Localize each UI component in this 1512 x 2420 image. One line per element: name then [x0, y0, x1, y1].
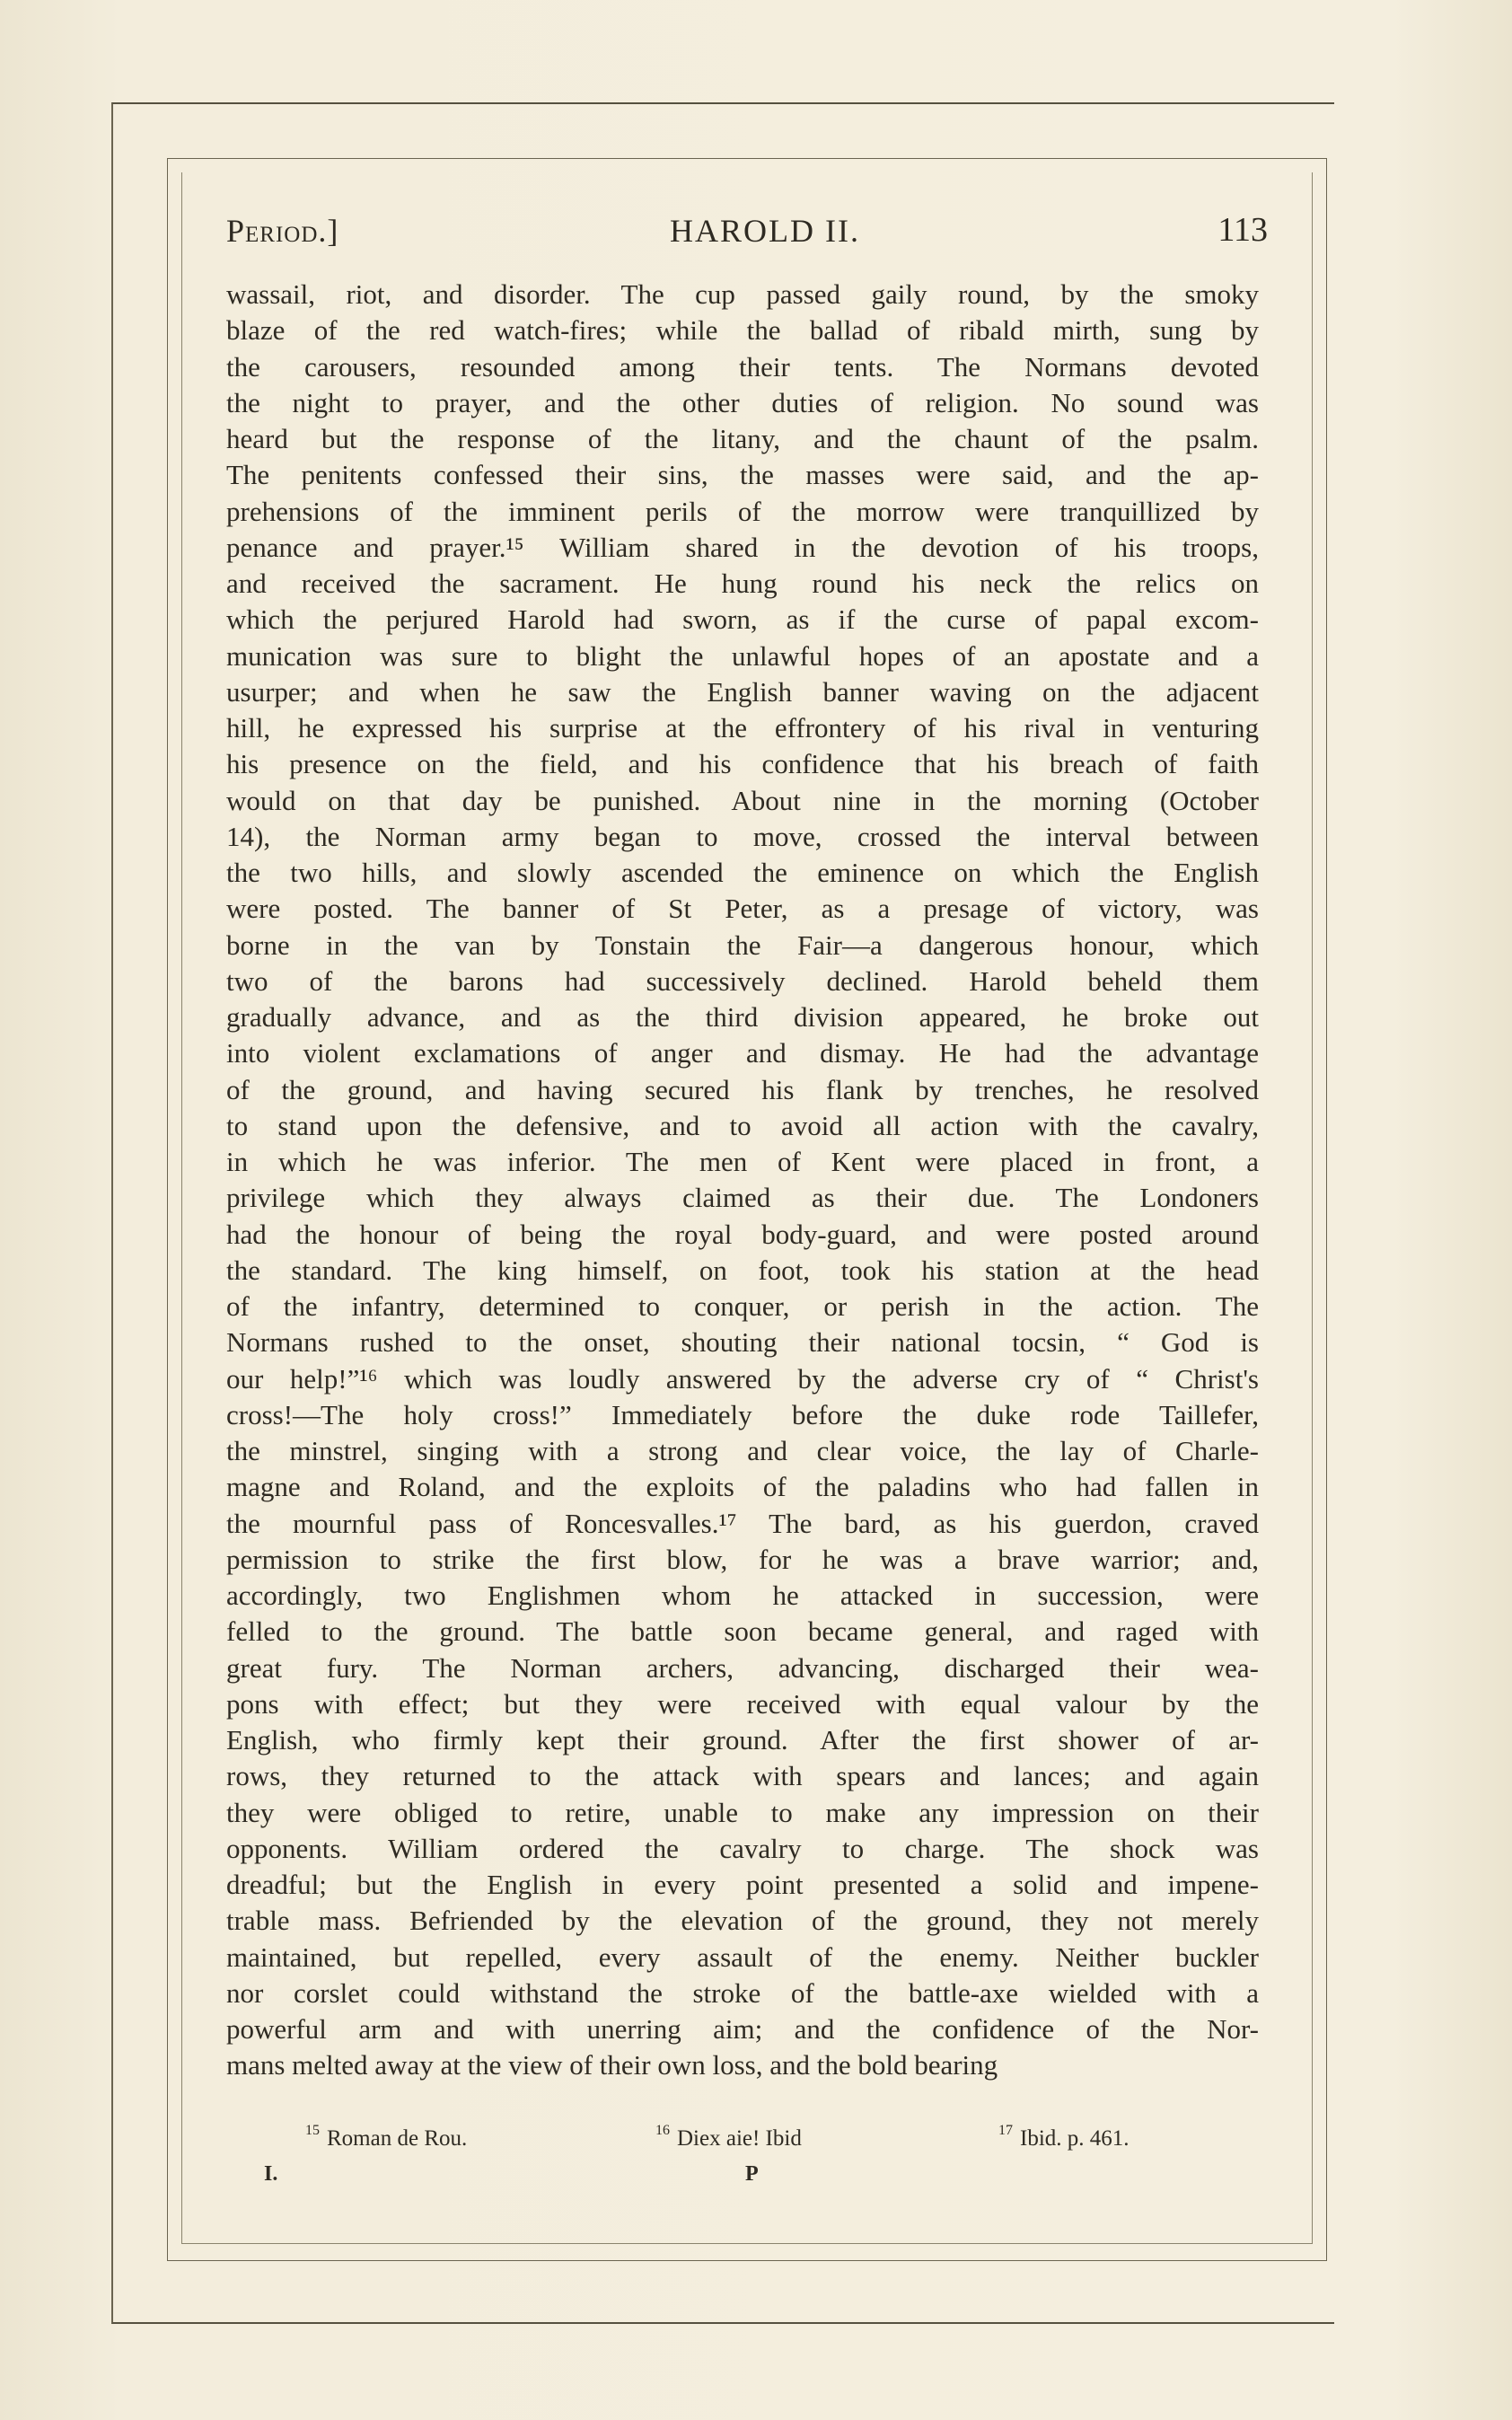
text-line: mans melted away at the view of their own loss, and the bold bearing [226, 2049, 998, 2081]
text-line: gradually advance, and as the third division appeared, he broke out [226, 1001, 1259, 1033]
text-line: pons with effect; but they were received with equal valour by the [226, 1687, 1259, 1720]
text-line: the minstrel, singing with a strong and clear voice, the lay of Charle- [226, 1435, 1259, 1466]
text-line: maintained, but repelled, every assault of the enemy. Neither buckler [226, 1940, 1259, 1973]
text-line: the night to prayer, and the other duties of religion. No sound was [226, 386, 1259, 418]
text-line: magne and Roland, and the exploits of the paladins who had fallen in [226, 1471, 1259, 1503]
footnote: $^{17}$ Ibid. p. 461. [998, 2123, 1130, 2151]
text-line: the mournful pass of Roncesvalles.¹⁷ The bard, as his guerdon, craved [226, 1507, 1259, 1539]
text-line: nor corslet could withstand the stroke of the battle-axe wielded with a [226, 1976, 1259, 2009]
text-line: of the infantry, determined to conquer, or perish in the action. The [226, 1290, 1259, 1322]
text-line: Normans rushed to the onset, shouting their national tocsin, “ God is [226, 1326, 1259, 1359]
text-line: penance and prayer.¹⁵ William shared in the devotion of his troops, [226, 531, 1259, 563]
text-line: privilege which they always claimed as their due. The Londoners [226, 1182, 1259, 1214]
text-line: of the ground, and having secured his flank by trenches, he resolved [226, 1073, 1259, 1105]
text-line: had the honour of being the royal body-guard, and were posted around [226, 1218, 1259, 1250]
signature-volume: I. [264, 2162, 278, 2186]
text-line: which the perjured Harold had sworn, as if the curse of papal excom- [226, 603, 1259, 636]
text-line: opponents. William ordered the cavalry to charge. The shock was [226, 1832, 1259, 1864]
running-header [226, 208, 1268, 253]
text-line: would on that day be punished. About nine in the morning (October [226, 784, 1259, 816]
text-line: heard but the response of the litany, and the chaunt of the psalm. [226, 423, 1259, 454]
text-line: The penitents confessed their sins, the masses were said, and the ap- [226, 459, 1259, 491]
text-line: felled to the ground. The battle soon became general, and raged with [226, 1615, 1259, 1648]
text-line: usurper; and when he saw the English banner waving on the adjacent [226, 675, 1259, 708]
footnote: $^{16}$ Diex aie! Ibid [655, 2123, 802, 2151]
text-line: were posted. The banner of St Peter, as a presage of victory, was [226, 893, 1259, 925]
text-line: the carousers, resounded among their tents. The Normans devoted [226, 350, 1259, 383]
text-line: the standard. The king himself, on foot, took his station at the head [226, 1254, 1259, 1286]
signature-sheet: P [745, 2162, 759, 2186]
text-line: hill, he expressed his surprise at the effrontery of his rival in venturing [226, 712, 1259, 744]
text-line: in which he was inferior. The men of Kent were placed in front, a [226, 1146, 1259, 1177]
text-line: wassail, riot, and disorder. The cup passed gaily round, by the smoky [226, 278, 1259, 310]
page-number: 113 [1218, 211, 1268, 249]
header-section: Period.] [226, 213, 339, 249]
text-line: the two hills, and slowly ascended the eminence on which the English [226, 857, 1259, 888]
text-line: our help!”¹⁶ which was loudly answered by the adverse cry of “ Christ's [226, 1362, 1259, 1395]
text-line: powerful arm and with unerring aim; and the confidence of the Nor- [226, 2013, 1259, 2045]
header-title: HAROLD II. [670, 213, 860, 249]
text-line: accordingly, two Englishmen whom he attacked in succession, were [226, 1580, 1259, 1611]
text-line: dreadful; but the English in every point presented a solid and impene- [226, 1869, 1259, 1900]
text-line: permission to strike the first blow, for he was a brave warrior; and, [226, 1543, 1259, 1575]
text-line: 14), the Norman army began to move, crossed the interval between [226, 820, 1259, 852]
text-line: to stand upon the defensive, and to avoid all action with the cavalry, [226, 1109, 1259, 1141]
text-line: prehensions of the imminent perils of the morrow were tranquillized by [226, 495, 1259, 527]
footnote: $^{15}$ Roman de Rou. [305, 2123, 468, 2151]
text-line: trable mass. Befriended by the elevation of the ground, they not merely [226, 1905, 1259, 1937]
body-text [226, 277, 1259, 2084]
text-line: great fury. The Norman archers, advancing, discharged their wea- [226, 1651, 1259, 1684]
text-line: his presence on the field, and his confidence that his breach of faith [226, 748, 1259, 780]
text-line: two of the barons had successively declined. Harold beheld them [226, 964, 1259, 997]
text-line: they were obliged to retire, unable to make any impression on their [226, 1796, 1259, 1828]
text-line: cross!—The holy cross!” Immediately before the duke rode Taillefer, [226, 1398, 1259, 1430]
footnotes [226, 2123, 1268, 2162]
text-line: rows, they returned to the attack with spears and lances; and again [226, 1760, 1259, 1792]
text-line: English, who firmly kept their ground. After the first shower of ar- [226, 1724, 1259, 1756]
text-line: munication was sure to blight the unlawful hopes of an apostate and a [226, 639, 1259, 672]
text-line: into violent exclamations of anger and dismay. He had the advantage [226, 1037, 1259, 1069]
text-line: blaze of the red watch-fires; while the ballad of ribald mirth, sung by [226, 314, 1259, 347]
text-line: and received the sacrament. He hung round his neck the relics on [226, 568, 1259, 599]
text-line: borne in the van by Tonstain the Fair—a dangerous honour, which [226, 928, 1259, 961]
